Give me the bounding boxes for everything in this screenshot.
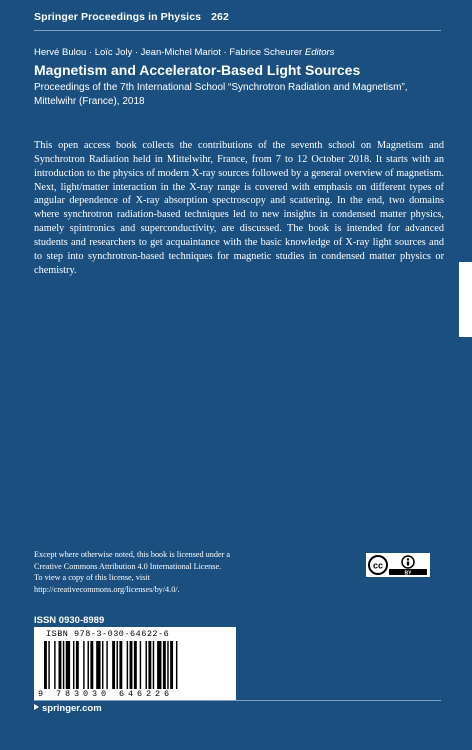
barcode-bars (44, 641, 228, 689)
issn: ISSN 0930-8989 (34, 615, 105, 626)
barcode-bar (146, 641, 147, 689)
arrow-icon (34, 704, 39, 710)
barcode-bar (63, 641, 64, 689)
barcode-bar (119, 641, 122, 689)
barcode-bar (163, 641, 166, 689)
barcode-bar (157, 641, 161, 689)
website-link[interactable] (34, 703, 102, 714)
series-volume: 262 (211, 11, 229, 23)
barcode-bar (112, 641, 115, 689)
footer-divider (34, 700, 441, 701)
barcode-bar (76, 641, 79, 689)
barcode-bar (83, 641, 84, 689)
license-line-3: To view a copy of this license, visit (34, 573, 150, 582)
license-url: http://creativecommons.org/licenses/by/4.0/. (34, 584, 180, 594)
barcode-bar (102, 641, 103, 689)
barcode-bar (148, 641, 151, 689)
editors-line (34, 47, 334, 58)
barcode-digits: 9 783030 646226 (38, 689, 174, 699)
barcode-bar (73, 641, 74, 689)
barcode-bar (134, 641, 137, 689)
cc-icon-label: cc (372, 560, 384, 571)
header-divider (34, 30, 441, 31)
barcode-bar (117, 641, 118, 689)
barcode-bar (140, 641, 141, 689)
series-header (34, 11, 229, 23)
isbn-text: ISBN 978-3-030-64622-6 (46, 629, 170, 639)
barcode-bar (176, 641, 177, 689)
barcode-bar (44, 641, 47, 689)
barcode-bar (59, 641, 62, 689)
website-text: springer.com (42, 703, 102, 714)
barcode-bar (54, 641, 55, 689)
book-subtitle: Proceedings of the 7th International School “Synchrotron Radiation and Magnetism”, Mittelwihr (France), 2018 (34, 82, 408, 107)
book-title: Magnetism and Accelerator-Based Light Sources (34, 62, 361, 78)
barcode-bar (153, 641, 154, 689)
barcode-bar (66, 641, 70, 689)
barcode-bar (48, 641, 49, 689)
barcode-bar (88, 641, 89, 689)
barcode (34, 627, 236, 700)
editor-names: Hervé Bulou · Loïc Joly · Jean-Michel Mariot · Fabrice Scheurer (34, 47, 303, 58)
license-line-1: Except where otherwise noted, this book is licensed under a (34, 550, 230, 559)
barcode-bar (167, 641, 168, 689)
barcode-bar (90, 641, 93, 689)
barcode-bar (106, 641, 107, 689)
by-label: BY (404, 570, 412, 576)
abstract-text: This open access book collects the contributions of the seventh school on Magnetism and Synchrotron Radiation held in Mittelwihr, France, from 7 to 12 October 2018. It starts with an introduction to the physics of modern X-ray sources followed by a general overview of magnetism. Next, light/matter interaction in the X-ray range is covered with emphasis on different types of angular dependence of X-ray absorption spectroscopy and scattering. In the end, two domains where synchrotron radiation-based techniques led to new insights in condensed matter physics, namely spintronics and superconductivity, are discussed. The book is intended for advanced students and researchers to get acquaintance with the basic knowledge of X-ray light sources and to step into synchrotron-based techniques for magnetic studies in condensed matter physics or chemistry. (34, 140, 444, 276)
edge-tab (459, 262, 472, 337)
cc-by-badge (366, 553, 430, 577)
series-name: Springer Proceedings in Physics (34, 11, 202, 23)
license-line-2: Creative Commons Attribution 4.0 International License. (34, 561, 222, 571)
license-text (34, 549, 334, 595)
editors-role: Editors (304, 47, 335, 58)
barcode-bar (127, 641, 128, 689)
barcode-bar (170, 641, 173, 689)
barcode-bar (96, 641, 100, 689)
barcode-bar (130, 641, 133, 689)
